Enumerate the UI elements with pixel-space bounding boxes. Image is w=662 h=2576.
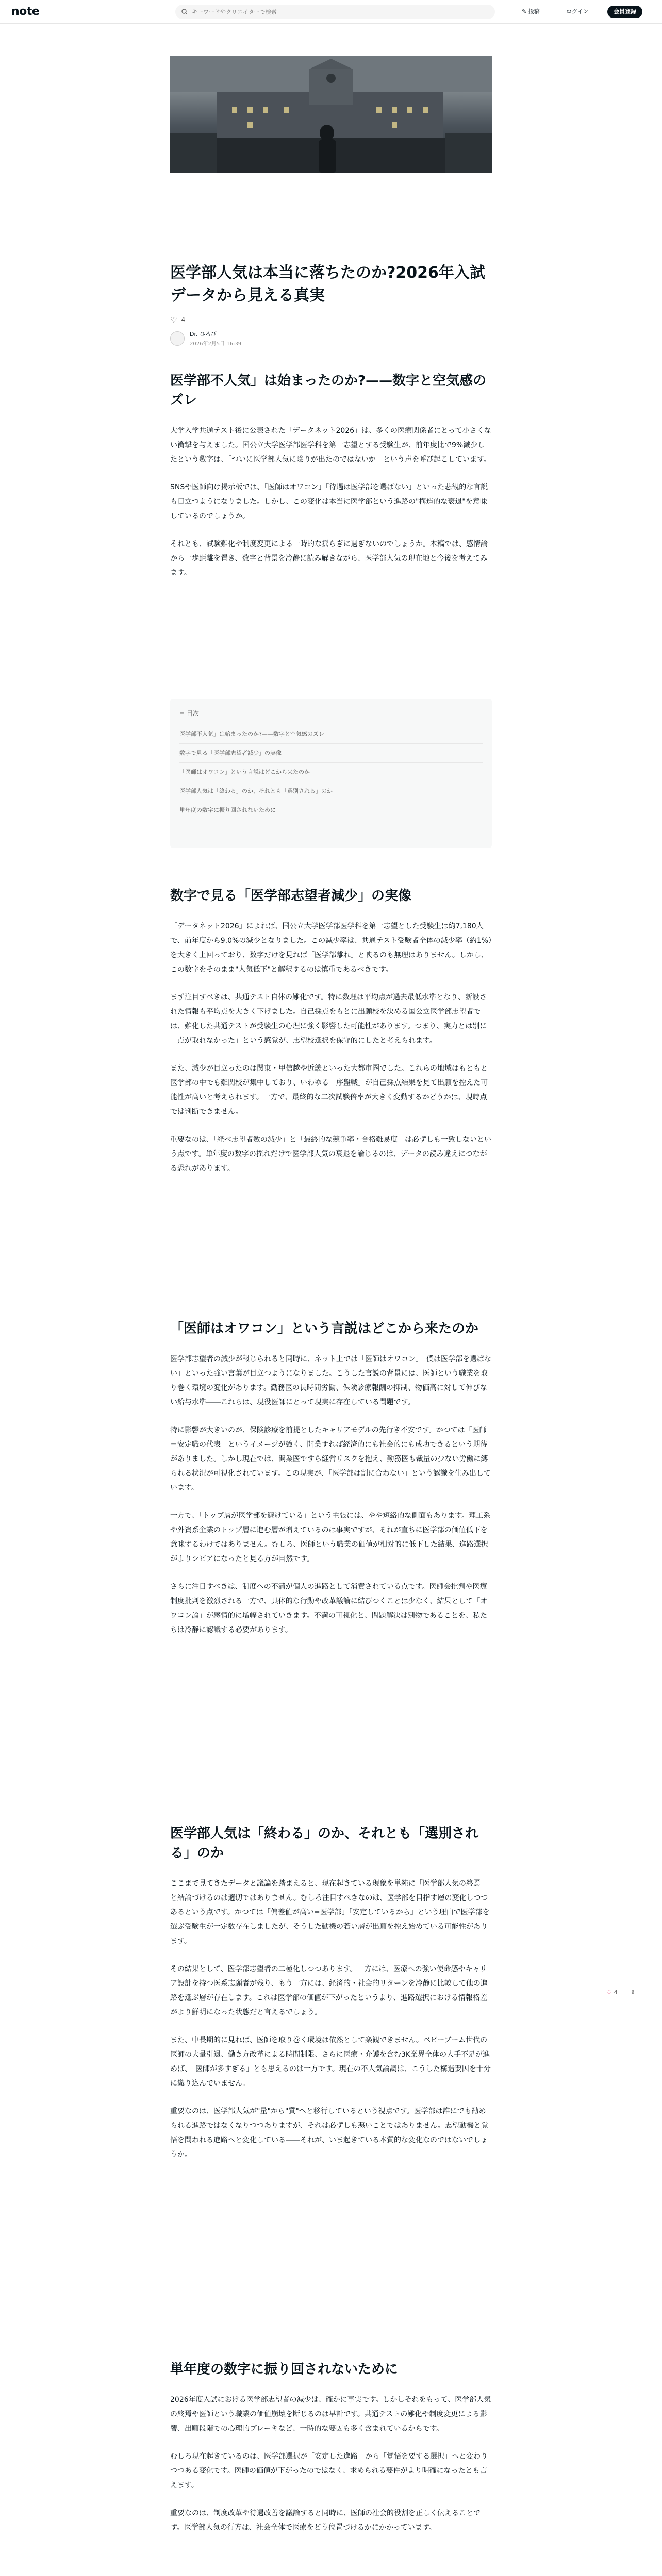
paragraph: 「データネット2026」によれば、国公立大学医学部医学科を第一志望とした受験生は約7,180人で、前年度から9.0%の減少となりました。この減少率は、共通テスト受験者全体の減少率（約1%）を大きく上回っており、数字だけを見れば「医学部離れ」と映るのも無理はありません。しかし、この数字をそのまま"人気低下"と解釈するのは慎重であるべきです。 <box>170 922 492 974</box>
paragraph: また、中長期的に見れば、医師を取り巻く環境は依然として楽観できません。ベビーブーム世代の医師の大量引退、働き方改革による時間制限、さらに医療・介護を含む3K業界全体の人手不足が進めば、「医師が多すぎる」とも思えるのは一方です。現在の不人気論調は、こうした構造要因を十分に織り込んでいません。 <box>170 2036 491 2088</box>
heart-icon: ♡ <box>606 1989 612 1996</box>
paragraph: まず注目すべきは、共通テスト自体の難化です。特に数理は平均点が過去最低水準となり、新設された情報も平均点を大きく下げました。自己採点をもとに出願校を決める国公立医学部志望者では、難化した共通テストが受験生の心理に強く影響した可能性があります。つまり、実力とは別に「点が取れなかった」という感覚が、志望校選択を保守的にしたと考えられます。 <box>170 993 487 1045</box>
toc-item[interactable]: 数字で見る「医学部志望者減少」の実像 <box>179 744 483 763</box>
article-title: 医学部人気は本当に落ちたのか?2026年入試データから見える真実 <box>170 264 485 304</box>
section-heading: 医学部人気は「終わる」のか、それとも「選別される」のか <box>170 1826 479 1861</box>
paragraph: それとも、試験難化や制度変更による一時的な揺らぎに過ぎないのでしょうか。本稿では、感情論から一歩距離を置き、数字と背景を冷静に読み解きながら、医学部人気の現在地と今後を考えてみます。 <box>170 540 488 577</box>
pencil-icon: ✎ <box>522 8 527 15</box>
paragraph: 一方で、「トップ層が医学部を避けている」という主張には、やや短絡的な側面もあります。理工系や外資系企業のトップ層に進む層が増えているのは事実ですが、それが直ちに医学部の価値低下を意味するわけではありません。むしろ、医師という職業の価値が相対的に低下した結果、進路選択がよりシビアになったと見る方が自然です。 <box>170 1512 491 1563</box>
section-heading: 「医師はオワコン」という言説はどこから来たのか <box>170 1321 479 1336</box>
paragraph: むしろ現在起きているのは、医学部選択が「安定した進路」から「覚悟を要する選択」へと変わりつつある変化です。医師の価値が下がったのではなく、求められる要件がより明確になったとも言えます。 <box>170 2452 488 2489</box>
paragraph: また、減少が目立ったのは関東・甲信越や近畿といった大都市圏でした。これらの地域はもともと医学部の中でも難関校が集中しており、いわゆる「序盤戦」が自己採点結果を見て出願を控えた可能性が高いと考えられます。一方で、最終的な二次試験倍率が大きく変動するかどうかは、現時点では判断できません。 <box>170 1064 488 1116</box>
paragraph: さらに注目すべきは、制度への不満が個人の進路として消費されている点です。医師会批判や医療制度批判を激烈される一方で、具体的な行動や改革議論に結びつくことは少なく、結果として「オワコン論」が感情的に増幅されていきます。不満の可視化と、問題解決は別物であることを、私たちは冷静に認識する必要があります。 <box>170 1583 488 1634</box>
search-icon <box>181 9 188 15</box>
paragraph: 2026年度入試における医学部志望者の減少は、確かに事実です。しかしそれをもって、医学部人気の終焉や医師という職業の価値崩壊を断じるのは早計です。共通テストの難化や制度変更による影響、出願段階での心理的ブレーキなど、一時的な要因も多く含まれているからです。 <box>170 2396 491 2433</box>
toc-item[interactable]: 単年度の数字に振り回されないために <box>179 807 276 814</box>
side-like-button[interactable]: ♡ 4 <box>606 1989 618 1996</box>
like-row <box>170 315 185 325</box>
section-3 <box>170 1319 492 1651</box>
section-2 <box>170 886 492 1189</box>
paragraph: ここまで見てきたデータと議論を踏まえると、現在起きている現象を単純に「医学部人気の終焉」と結論づけるのは適切ではありません。むしろ注目すべきなのは、医学部を目指す層の変化しつつあるという点です。かつては「偏差値が高い=医学部」「安定しているから」という理由で医学部を選ぶ受験生が一定数存在しましたが、そうした動機の若い層が出願を控え始めている可能性があります。 <box>170 1879 490 1945</box>
section-heading: 数字で見る「医学部志望者減少」の実像 <box>170 888 412 904</box>
paragraph: 医学部志望者の減少が報じられると同時に、ネット上では「医師はオワコン」「僕は医学部を選ばない」といった強い言葉が目立つようになりました。こうした言説の背景には、医師という職業を取り巻く環境の変化があります。勤務医の長時間労働、保険診療報酬の抑制、物価高に対して伸びない給与水準――これらは、現役医師にとって現実に存在している問題です。 <box>170 1355 491 1406</box>
toc-item[interactable]: 「医師はオワコン」という言説はどこから来たのか <box>179 763 483 782</box>
search-input[interactable] <box>192 9 481 15</box>
paragraph: 大学入学共通テスト後に公表された「データネット2026」は、多くの医療関係者にとって小さくない衝撃を与えました。国公立大学医学部医学科を第一志望とする受験生が、前年度比で9%減少したという数字は、「ついに医学部人気に陰りが出たのではないか」という声を呼び起こしています。 <box>170 427 491 464</box>
paragraph: その結果として、医学部志望者の二極化しつつあります。一方には、医療への強い使命感やキャリア設計を持つ医系志願者が残り、もう一方には、経済的・社会的リターンを冷静に比較して他の進路を選ぶ層が存在します。これは医学部の価値が下がったというより、進路選択における情報格差がより鮮明になった状態だと言えるでしょう。 <box>170 1965 488 2016</box>
publish-date: 2026年2月5日 16:39 <box>190 341 242 347</box>
author-block <box>170 330 241 347</box>
heart-icon[interactable]: ♡ <box>170 315 177 325</box>
signup-button[interactable]: 会員登録 <box>607 6 642 18</box>
side-actions <box>606 1989 635 1996</box>
note-logo[interactable]: note <box>11 5 40 18</box>
section-1 <box>170 371 492 594</box>
section-heading: 単年度の数字に振り回されないために <box>170 2362 399 2377</box>
paragraph: 重要なのは、医学部人気が"量"から"質"へと移行しているという視点です。医学部は誰にでも勧められる進路ではなくなりつつありますが、それは必ずしも悪いことではありません。志望動機と覚悟を問われる進路へと変化している――それが、いま起きている本質的な変化なのではないでしょうか。 <box>170 2107 488 2159</box>
toc-item[interactable]: 医学部人気は「終わる」のか、それとも「選別される」のか <box>179 782 483 801</box>
section-4 <box>170 1824 492 2175</box>
list-icon: ≡ <box>179 710 185 717</box>
paragraph: 重要なのは、制度改革や待遇改善を議論すると同時に、医師の社会的役割を正しく伝えることです。医学部人気の行方は、社会全体で医療をどう位置づけるかにかかっています。 <box>170 2509 481 2532</box>
like-count: 4 <box>181 316 186 324</box>
top-header <box>0 0 662 24</box>
toc-item[interactable]: 医学部不人気」は始まったのか?——数字と空気感のズレ <box>179 725 483 744</box>
toc-header[interactable]: ≡ 目次 <box>179 710 199 717</box>
search-box[interactable] <box>175 5 495 19</box>
section-5 <box>170 2360 492 2548</box>
share-icon[interactable]: ⇪ <box>630 1989 636 1996</box>
post-button[interactable]: ✎ 投稿 <box>522 8 540 15</box>
table-of-contents <box>170 699 492 848</box>
paragraph: 特に影響が大きいのが、保険診療を前提としたキャリアモデルの先行き不安です。かつては「医師＝安定職の代表」というイメージが強く、開業すれば経済的にも社会的にも成功できるという期待がありました。しかし現在では、開業医ですら経営リスクを抱え、勤務医も裁量の少ない労働に縛られる状況が可視化されています。この現実が、「医学部は割に合わない」という認識を生み出しています。 <box>170 1426 491 1492</box>
hero-image <box>170 56 492 173</box>
paragraph: SNSや医師向け掲示板では、「医師はオワコン」「待遇は医学部を選ばない」といった悲観的な言説も目立つようになりました。しかし、この変化は本当に医学部という進路の"構造的な衰退"を意味しているのでしょうか。 <box>170 483 488 520</box>
author-avatar[interactable] <box>170 331 185 346</box>
paragraph: 重要なのは、「経べ志望者数の減少」と「最終的な競争率・合格難易度」は必ずしも一致しないという点です。単年度の数字の揺れだけで医学部人気の衰退を論じるのは、データの読み違えにつながる恐れがあります。 <box>170 1136 491 1173</box>
author-name[interactable]: Dr. ひろび <box>190 331 217 337</box>
login-button[interactable]: ログイン <box>566 8 589 15</box>
section-heading: 医学部不人気」は始まったのか?——数字と空気感のズレ <box>170 373 487 408</box>
